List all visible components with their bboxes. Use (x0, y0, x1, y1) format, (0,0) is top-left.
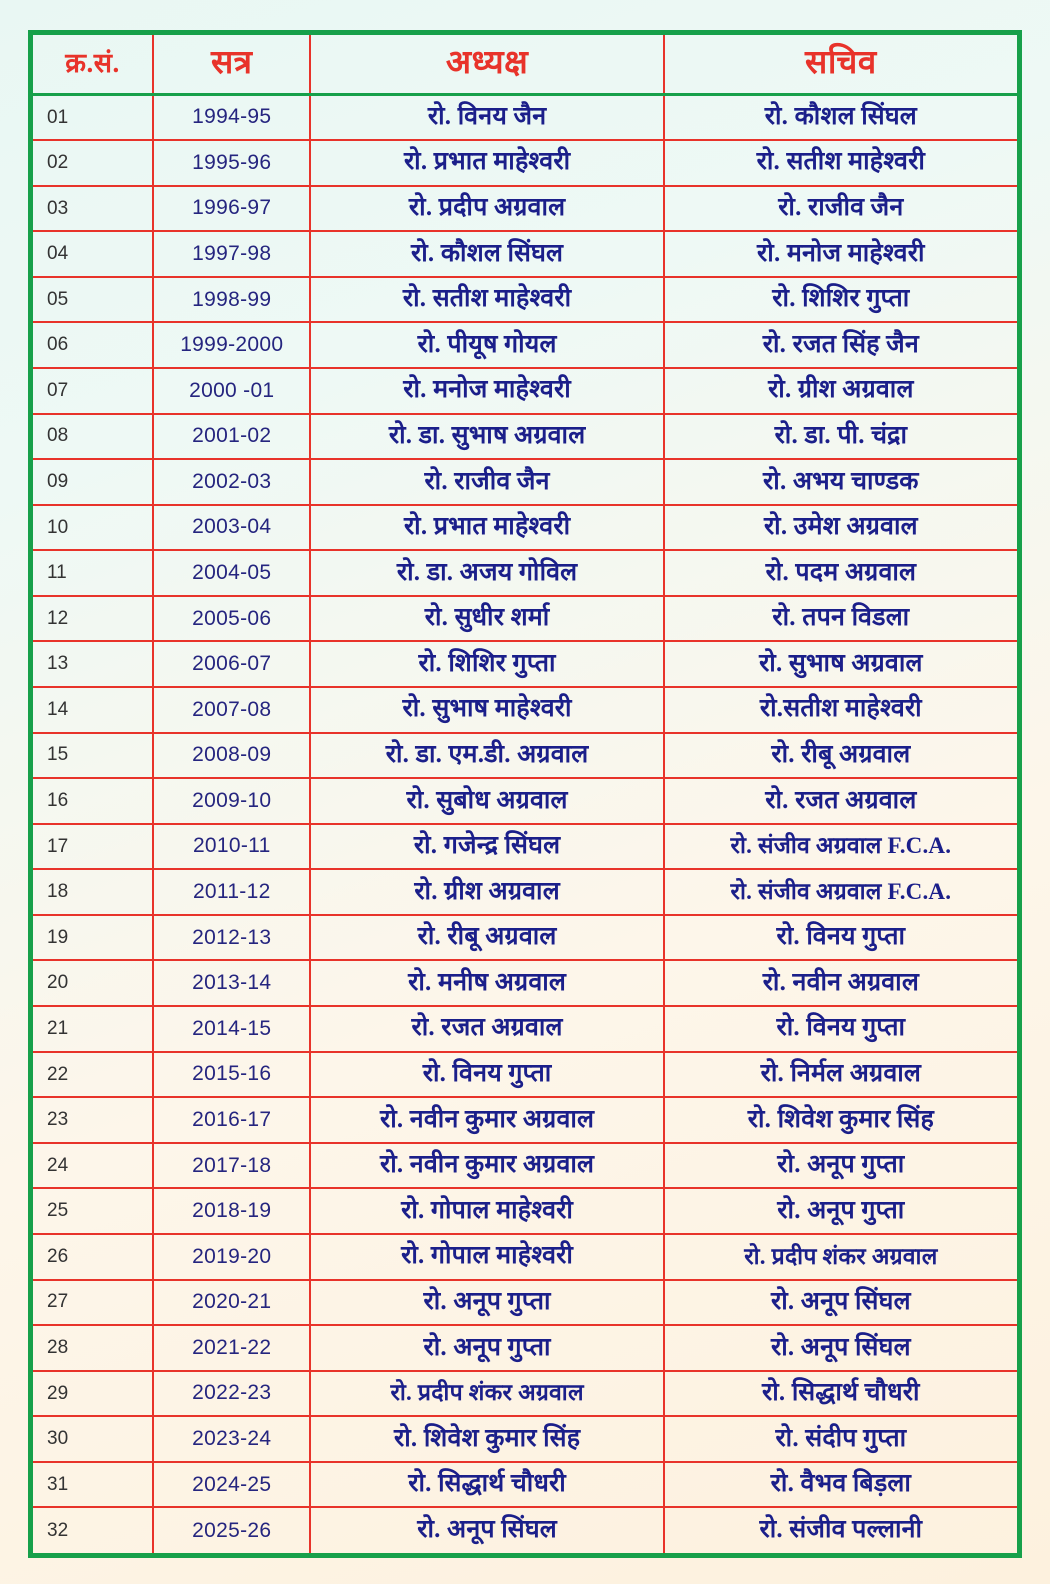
cell-secretary: रो. प्रदीप शंकर अग्रवाल (664, 1234, 1017, 1280)
cell-serial: 24 (33, 1143, 153, 1189)
cell-serial: 12 (33, 596, 153, 642)
cell-serial: 03 (33, 186, 153, 232)
table-row (33, 1097, 1017, 1143)
cell-secretary: रो. अनूप सिंघल (664, 1280, 1017, 1326)
table-row (33, 1416, 1017, 1462)
cell-president: रो. गोपाल माहेश्वरी (310, 1234, 663, 1280)
cell-secretary: रो. वैभव बिड़ला (664, 1462, 1017, 1508)
cell-session: 2020-21 (153, 1280, 310, 1326)
table-row (33, 550, 1017, 596)
cell-secretary: रो. रजत अग्रवाल (664, 778, 1017, 824)
cell-president: रो. शिशिर गुप्ता (310, 641, 663, 687)
cell-session: 2012-13 (153, 915, 310, 961)
cell-secretary: रो. अनूप सिंघल (664, 1325, 1017, 1371)
cell-session: 2009-10 (153, 778, 310, 824)
cell-session: 2003-04 (153, 505, 310, 551)
cell-session: 2023-24 (153, 1416, 310, 1462)
cell-serial: 22 (33, 1052, 153, 1098)
cell-session: 2015-16 (153, 1052, 310, 1098)
cell-session: 1998-99 (153, 277, 310, 323)
cell-serial: 06 (33, 322, 153, 368)
cell-session: 2008-09 (153, 733, 310, 779)
table-row (33, 1325, 1017, 1371)
cell-president: रो. कौशल सिंघल (310, 231, 663, 277)
cell-president: रो. रीबू अग्रवाल (310, 915, 663, 961)
cell-session: 2001-02 (153, 414, 310, 460)
table-row (33, 322, 1017, 368)
cell-session: 2002-03 (153, 459, 310, 505)
cell-secretary: रो. सतीश माहेश्वरी (664, 140, 1017, 186)
cell-secretary: रो. ग्रीश अग्रवाल (664, 368, 1017, 414)
cell-session: 1997-98 (153, 231, 310, 277)
table-row (33, 1188, 1017, 1234)
cell-president: रो. प्रभात माहेश्वरी (310, 505, 663, 551)
cell-session: 2011-12 (153, 869, 310, 915)
table-row (33, 915, 1017, 961)
cell-serial: 17 (33, 824, 153, 870)
cell-serial: 04 (33, 231, 153, 277)
cell-secretary: रो.सतीश माहेश्वरी (664, 687, 1017, 733)
cell-serial: 13 (33, 641, 153, 687)
cell-secretary: रो. तपन विडला (664, 596, 1017, 642)
cell-serial: 02 (33, 140, 153, 186)
column-header-serial: क्र.सं. (33, 35, 153, 95)
cell-session: 2006-07 (153, 641, 310, 687)
cell-session: 2007-08 (153, 687, 310, 733)
cell-president: रो. मनोज माहेश्वरी (310, 368, 663, 414)
cell-serial: 15 (33, 733, 153, 779)
cell-session: 1995-96 (153, 140, 310, 186)
cell-serial: 05 (33, 277, 153, 323)
cell-session: 2018-19 (153, 1188, 310, 1234)
cell-session: 2021-22 (153, 1325, 310, 1371)
cell-serial: 27 (33, 1280, 153, 1326)
table-row (33, 414, 1017, 460)
cell-session: 2004-05 (153, 550, 310, 596)
cell-serial: 31 (33, 1462, 153, 1508)
table-row (33, 1507, 1017, 1553)
cell-president: रो. शिवेश कुमार सिंह (310, 1416, 663, 1462)
cell-session: 2024-25 (153, 1462, 310, 1508)
table-row (33, 459, 1017, 505)
cell-serial: 19 (33, 915, 153, 961)
cell-president: रो. सतीश माहेश्वरी (310, 277, 663, 323)
cell-serial: 29 (33, 1371, 153, 1417)
table-frame (28, 30, 1022, 1558)
cell-serial: 21 (33, 1006, 153, 1052)
cell-secretary: रो. रजत सिंह जैन (664, 322, 1017, 368)
table-row (33, 186, 1017, 232)
cell-president: रो. नवीन कुमार अग्रवाल (310, 1097, 663, 1143)
cell-secretary: रो. सिद्धार्थ चौधरी (664, 1371, 1017, 1417)
table-row (33, 687, 1017, 733)
table-body (33, 95, 1017, 1554)
cell-president: रो. ग्रीश अग्रवाल (310, 869, 663, 915)
column-header-session: सत्र (153, 35, 310, 95)
cell-president: रो. गोपाल माहेश्वरी (310, 1188, 663, 1234)
cell-secretary: रो. संजीव पल्लानी (664, 1507, 1017, 1553)
cell-president: रो. राजीव जैन (310, 459, 663, 505)
table-row (33, 596, 1017, 642)
cell-serial: 25 (33, 1188, 153, 1234)
cell-session: 1999-2000 (153, 322, 310, 368)
cell-president: रो. प्रदीप शंकर अग्रवाल (310, 1371, 663, 1417)
cell-president: रो. सुभाष माहेश्वरी (310, 687, 663, 733)
cell-secretary: रो. डा. पी. चंद्रा (664, 414, 1017, 460)
cell-secretary: रो. निर्मल अग्रवाल (664, 1052, 1017, 1098)
cell-president: रो. सिद्धार्थ चौधरी (310, 1462, 663, 1508)
table-row (33, 231, 1017, 277)
table-row (33, 733, 1017, 779)
table-row (33, 1462, 1017, 1508)
table-row (33, 1143, 1017, 1189)
cell-secretary: रो. शिशिर गुप्ता (664, 277, 1017, 323)
cell-secretary: रो. विनय गुप्ता (664, 915, 1017, 961)
cell-session: 2019-20 (153, 1234, 310, 1280)
cell-serial: 28 (33, 1325, 153, 1371)
table-row (33, 95, 1017, 141)
table-row (33, 1234, 1017, 1280)
cell-secretary: रो. संजीव अग्रवाल F.C.A. (664, 869, 1017, 915)
cell-serial: 32 (33, 1507, 153, 1553)
table-row (33, 277, 1017, 323)
cell-secretary: रो. उमेश अग्रवाल (664, 505, 1017, 551)
cell-secretary: रो. रीबू अग्रवाल (664, 733, 1017, 779)
cell-president: रो. गजेन्द्र सिंघल (310, 824, 663, 870)
cell-secretary: रो. संजीव अग्रवाल F.C.A. (664, 824, 1017, 870)
table-row (33, 1006, 1017, 1052)
cell-session: 1994-95 (153, 95, 310, 141)
table-row (33, 1280, 1017, 1326)
cell-session: 2016-17 (153, 1097, 310, 1143)
cell-president: रो. प्रभात माहेश्वरी (310, 140, 663, 186)
column-header-secretary: सचिव (664, 35, 1017, 95)
cell-president: रो. डा. अजय गोविल (310, 550, 663, 596)
table-row (33, 869, 1017, 915)
cell-serial: 18 (33, 869, 153, 915)
cell-president: रो. अनूप सिंघल (310, 1507, 663, 1553)
cell-secretary: रो. पदम अग्रवाल (664, 550, 1017, 596)
cell-session: 2013-14 (153, 960, 310, 1006)
cell-president: रो. नवीन कुमार अग्रवाल (310, 1143, 663, 1189)
cell-serial: 10 (33, 505, 153, 551)
cell-serial: 20 (33, 960, 153, 1006)
cell-secretary: रो. कौशल सिंघल (664, 95, 1017, 141)
table-row (33, 1371, 1017, 1417)
cell-secretary: रो. विनय गुप्ता (664, 1006, 1017, 1052)
column-header-president: अध्यक्ष (310, 35, 663, 95)
cell-secretary: रो. अनूप गुप्ता (664, 1143, 1017, 1189)
office-bearers-table (33, 35, 1017, 1553)
cell-president: रो. अनूप गुप्ता (310, 1280, 663, 1326)
cell-secretary: रो. संदीप गुप्ता (664, 1416, 1017, 1462)
cell-session: 2017-18 (153, 1143, 310, 1189)
cell-serial: 30 (33, 1416, 153, 1462)
cell-secretary: रो. नवीन अग्रवाल (664, 960, 1017, 1006)
cell-serial: 14 (33, 687, 153, 733)
cell-president: रो. पीयूष गोयल (310, 322, 663, 368)
table-row (33, 505, 1017, 551)
cell-session: 1996-97 (153, 186, 310, 232)
cell-session: 2005-06 (153, 596, 310, 642)
table-header-row (33, 35, 1017, 95)
table-header (33, 35, 1017, 95)
cell-president: रो. विनय गुप्ता (310, 1052, 663, 1098)
cell-secretary: रो. शिवेश कुमार सिंह (664, 1097, 1017, 1143)
table-row (33, 960, 1017, 1006)
cell-president: रो. अनूप गुप्ता (310, 1325, 663, 1371)
cell-president: रो. डा. एम.डी. अग्रवाल (310, 733, 663, 779)
cell-session: 2022-23 (153, 1371, 310, 1417)
cell-president: रो. डा. सुभाष अग्रवाल (310, 414, 663, 460)
cell-president: रो. विनय जैन (310, 95, 663, 141)
cell-secretary: रो. सुभाष अग्रवाल (664, 641, 1017, 687)
table-row (33, 1052, 1017, 1098)
table-row (33, 140, 1017, 186)
cell-president: रो. सुधीर शर्मा (310, 596, 663, 642)
cell-president: रो. प्रदीप अग्रवाल (310, 186, 663, 232)
cell-secretary: रो. अभय चाण्डक (664, 459, 1017, 505)
cell-president: रो. मनीष अग्रवाल (310, 960, 663, 1006)
cell-secretary: रो. मनोज माहेश्वरी (664, 231, 1017, 277)
table-row (33, 641, 1017, 687)
cell-secretary: रो. राजीव जैन (664, 186, 1017, 232)
cell-secretary: रो. अनूप गुप्ता (664, 1188, 1017, 1234)
cell-session: 2025-26 (153, 1507, 310, 1553)
cell-session: 2014-15 (153, 1006, 310, 1052)
cell-serial: 26 (33, 1234, 153, 1280)
cell-serial: 23 (33, 1097, 153, 1143)
cell-president: रो. सुबोध अग्रवाल (310, 778, 663, 824)
cell-session: 2010-11 (153, 824, 310, 870)
cell-serial: 07 (33, 368, 153, 414)
cell-serial: 11 (33, 550, 153, 596)
cell-serial: 09 (33, 459, 153, 505)
cell-session: 2000 -01 (153, 368, 310, 414)
cell-serial: 16 (33, 778, 153, 824)
table-row (33, 778, 1017, 824)
cell-president: रो. रजत अग्रवाल (310, 1006, 663, 1052)
table-row (33, 368, 1017, 414)
cell-serial: 08 (33, 414, 153, 460)
table-row (33, 824, 1017, 870)
cell-serial: 01 (33, 95, 153, 141)
